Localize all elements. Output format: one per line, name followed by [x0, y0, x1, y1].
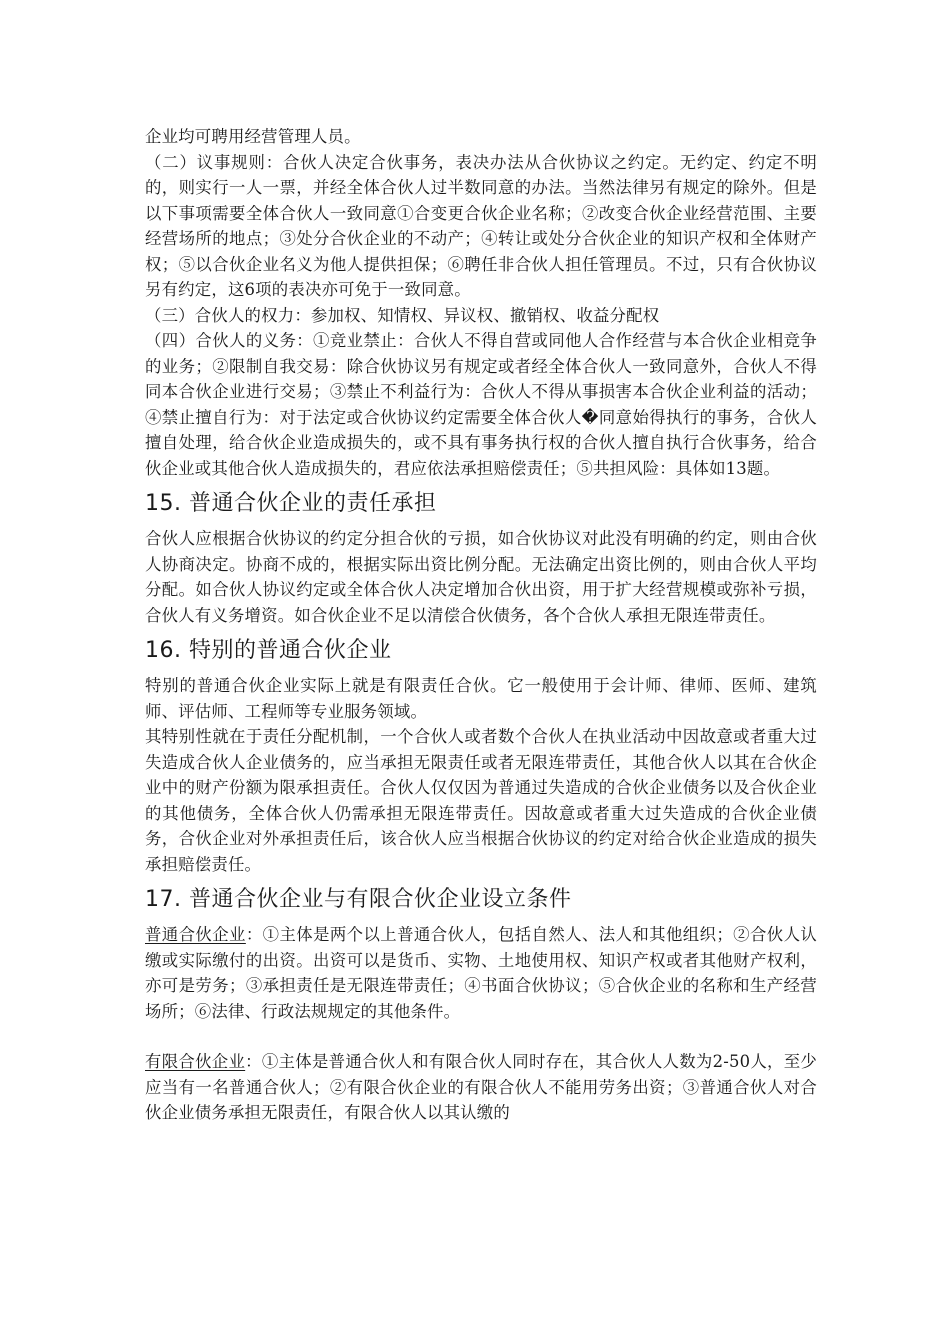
- section-17-general-partnership: [145, 922, 817, 1024]
- paragraph-partner-duties: （四）合伙人的义务：①竞业禁止：合伙人不得自营或同他人合作经营与本合伙企业相竞争的业务；②限制自我交易：除合伙协议另有规定或者经全体合伙人一致同意外，合伙人不得同本合伙企业进行交易；③禁止不利益行为：合伙人不得从事损害本合伙企业利益的活动；④禁止擅自行为：对于法定或合伙协议约定需要全体合伙人�同意始得执行的事务，合伙人擅自处理，给合伙企业造成损失的，或不具有事务执行权的合伙人擅自执行合伙事务，给合伙企业或其他合伙人造成损失的，君应依法承担赔偿责任；⑤共担风险：具体如13题。: [145, 331, 817, 478]
- section-17-limited-partnership: [145, 1049, 817, 1126]
- limited-partnership-label: 有限合伙企业: [145, 1052, 246, 1071]
- section-16-heading: 16. 特别的普通合伙企业: [145, 638, 392, 663]
- general-partnership-label: 普通合伙企业: [145, 925, 246, 944]
- section-17-heading: 17. 普通合伙企业与有限合伙企业设立条件: [145, 887, 572, 912]
- section-15-heading: 15. 普通合伙企业的责任承担: [145, 491, 437, 516]
- paragraph-spacer: [145, 1024, 817, 1049]
- general-partnership-body: ：①主体是两个以上普通合伙人，包括自然人、法人和其他组织；②合伙人认缴或实际缴付的出资。出资可以是货币、实物、土地使用权、知识产权或者其他财产权利，亦可是劳务；③承担责任是无限连带责任；④书面合伙协议；⑤合伙企业的名称和生产经营场所；⑥法律、行政法规规定的其他条件。: [145, 925, 817, 1021]
- paragraph-meeting-rules: （二）议事规则：合伙人决定合伙事务，表决办法从合伙协议之约定。无约定、约定不明的，则实行一人一票，并经全体合伙人过半数同意的办法。当然法律另有规定的除外。但是以下事项需要全体合伙人一致同意①合变更合伙企业名称；②改变合伙企业经营范围、主要经营场所的地点；③处分合伙企业的不动产；④转让或处分合伙企业的知识产权和全体财产权；⑤以合伙企业名义为他人提供担保；⑥聘任非合伙人担任管理员。不过，只有合伙协议另有约定，这6项的表决亦可免于一致同意。: [145, 152, 817, 299]
- section-15-body: 合伙人应根据合伙协议的约定分担合伙的亏损，如合伙协议对此没有明确的约定，则由合伙人协商决定。协商不成的，根据实际出资比例分配。无法确定出资比例的，则由合伙人平均分配。如合伙人协议约定或全体合伙人决定增加合伙出资，用于扩大经营规模或弥补亏损，合伙人有义务增资。如合伙企业不足以清偿合伙债务，各个合伙人承担无限连带责任。: [145, 529, 817, 625]
- document-page: [145, 124, 817, 1126]
- section-16-body-2: 其特别性就在于责任分配机制，一个合伙人或者数个合伙人在执业活动中因故意或者重大过失造成合伙人企业债务的，应当承担无限责任或者无限连带责任，其他合伙人以其在合伙企业中的财产份额为限承担责任。合伙人仅仅因为普通过失造成的合伙企业债务以及合伙企业的其他债务，全体合伙人仍需承担无限连带责任。因故意或者重大过失造成的合伙企业债务，合伙企业对外承担责任后，该合伙人应当根据合伙协议的约定对给合伙企业造成的损失承担赔偿责任。: [145, 727, 817, 874]
- section-16-body-1: 特别的普通合伙企业实际上就是有限责任合伙。它一般使用于会计师、律师、医师、建筑师、评估师、工程师等专业服务领域。: [145, 676, 817, 721]
- limited-partnership-body: ：①主体是普通合伙人和有限合伙人同时存在，其合伙人人数为2-50人，至少应当有一名普通合伙人；②有限合伙企业的有限合伙人不能用劳务出资；③普通合伙人对合伙企业债务承担无限责任，有限合伙人以其认缴的: [145, 1052, 817, 1122]
- paragraph-continuation: 企业均可聘用经营管理人员。: [145, 127, 361, 146]
- paragraph-partner-rights: （三）合伙人的权力：参加权、知情权、异议权、撤销权、收益分配权: [145, 305, 660, 325]
